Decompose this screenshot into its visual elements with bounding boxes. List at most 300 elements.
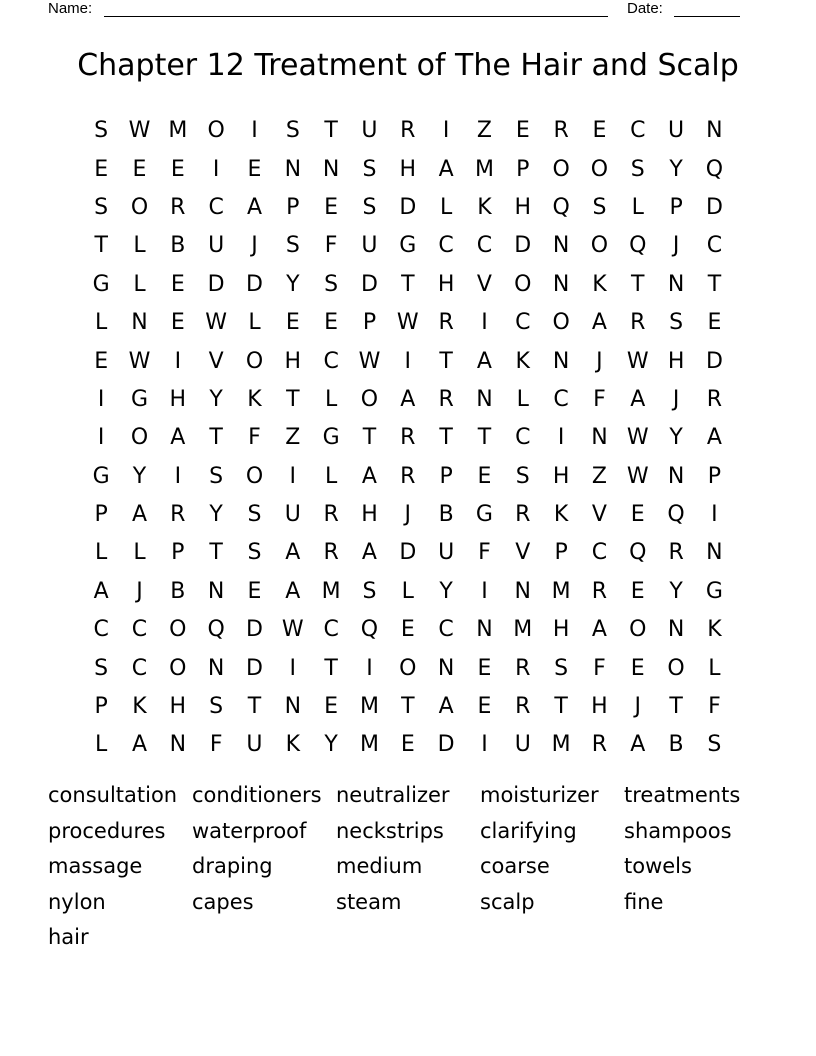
grid-letter[interactable]: L [133,271,146,297]
grid-letter[interactable]: B [438,502,454,528]
grid-letter[interactable]: N [207,578,225,604]
grid-letter[interactable]: D [399,540,417,566]
grid-letter[interactable]: E [247,156,262,182]
grid-letter[interactable]: R [515,655,531,681]
grid-letter[interactable]: L [708,655,721,681]
grid-letter[interactable]: D [399,194,417,220]
grid-letter[interactable]: S [247,502,262,528]
grid-letter[interactable]: Y [132,463,147,489]
grid-letter[interactable]: L [95,732,108,758]
grid-letter[interactable]: P [707,463,722,489]
grid-letter[interactable]: T [209,425,223,451]
grid-letter[interactable]: K [592,271,607,297]
grid-letter[interactable]: W [396,310,419,336]
grid-letter[interactable]: S [707,732,722,758]
grid-letter[interactable]: C [93,617,109,643]
grid-letter[interactable]: N [437,655,455,681]
grid-letter[interactable]: H [667,348,685,374]
grid-letter[interactable]: A [285,578,301,604]
grid-letter[interactable]: K [515,348,530,374]
grid-letter[interactable]: S [362,156,377,182]
grid-letter[interactable]: H [284,348,302,374]
grid-letter[interactable]: C [515,425,531,451]
grid-letter[interactable]: T [707,271,722,297]
grid-letter[interactable]: S [285,118,300,144]
grid-letter[interactable]: R [400,425,416,451]
grid-letter[interactable]: I [251,118,258,144]
grid-letter[interactable]: N [552,348,570,374]
grid-letter[interactable]: O [590,156,609,182]
grid-letter[interactable]: R [170,194,186,220]
grid-letter[interactable]: E [477,655,492,681]
grid-letter[interactable]: I [481,310,488,336]
grid-letter[interactable]: O [169,617,187,643]
date-blank-line[interactable] [674,16,740,17]
grid-letter[interactable]: K [707,617,722,643]
grid-letter[interactable]: T [669,694,683,720]
grid-letter[interactable]: R [515,502,531,528]
grid-letter[interactable]: P [669,194,683,220]
grid-letter[interactable]: R [591,732,608,758]
grid-letter[interactable]: A [361,540,377,566]
grid-letter[interactable]: V [515,540,531,566]
grid-letter[interactable]: S [554,655,569,681]
grid-letter[interactable]: T [439,348,453,374]
grid-letter[interactable]: A [285,540,301,566]
grid-letter[interactable]: E [400,617,415,643]
grid-letter[interactable]: T [247,694,262,720]
grid-letter[interactable]: I [97,386,105,412]
grid-letter[interactable]: B [170,578,186,604]
word-list-item: consultation [48,783,178,807]
grid-letter[interactable]: P [362,310,377,336]
grid-letter[interactable]: I [366,655,373,681]
grid-letter[interactable]: C [438,617,454,643]
grid-letter[interactable]: O [629,617,647,643]
grid-letter[interactable]: A [591,617,607,643]
name-blank-line[interactable] [104,16,608,17]
grid-letter[interactable]: I [174,348,182,374]
grid-letter[interactable]: R [515,694,531,720]
grid-letter[interactable]: R [170,502,186,528]
grid-letter[interactable]: I [481,578,488,604]
grid-letter[interactable]: S [630,156,645,182]
grid-letter[interactable]: R [591,578,608,604]
word-list-item: coarse [480,854,550,879]
grid-letter[interactable]: S [247,540,262,566]
grid-letter[interactable]: C [591,540,608,566]
grid-letter[interactable]: U [246,732,263,758]
grid-letter[interactable]: A [131,502,148,528]
grid-letter[interactable]: C [131,617,148,643]
grid-letter[interactable]: L [631,194,644,220]
grid-letter[interactable]: C [438,233,454,259]
grid-letter[interactable]: A [438,156,454,182]
grid-row [82,688,734,726]
grid-letter[interactable]: E [592,118,607,144]
grid-letter[interactable]: S [94,655,109,681]
grid-letter[interactable]: D [705,194,723,220]
grid-letter[interactable]: L [133,540,146,566]
grid-letter[interactable]: U [668,118,685,144]
grid-letter[interactable]: E [400,732,415,758]
grid-letter[interactable]: W [626,463,649,489]
grid-letter[interactable]: J [672,386,680,412]
grid-letter[interactable]: E [477,694,492,720]
grid-letter[interactable]: V [208,348,224,374]
grid-letter[interactable]: P [171,540,185,566]
grid-letter[interactable]: A [438,694,454,720]
grid-letter[interactable]: L [516,386,529,412]
grid-letter[interactable]: U [514,732,531,758]
grid-letter[interactable]: Q [629,233,647,259]
grid-letter[interactable]: G [92,463,110,489]
grid-letter[interactable]: G [322,425,340,451]
grid-letter[interactable]: S [94,118,109,144]
grid-letter[interactable]: G [705,578,723,604]
grid-letter[interactable]: U [208,233,225,259]
grid-letter[interactable]: N [706,118,723,144]
grid-letter[interactable]: R [400,118,416,144]
grid-letter[interactable]: A [361,463,377,489]
grid-letter[interactable]: L [95,310,108,336]
grid-letter[interactable]: K [477,194,492,220]
grid-letter[interactable]: K [285,732,301,758]
grid-letter[interactable]: D [514,233,532,259]
grid-letter[interactable]: F [324,233,338,259]
grid-letter[interactable]: N [131,310,148,336]
grid-letter[interactable]: P [94,694,108,720]
grid-letter[interactable]: T [94,233,108,259]
grid-letter[interactable]: E [170,271,185,297]
grid-letter[interactable]: W [205,310,228,336]
grid-letter[interactable]: H [169,386,187,412]
grid-letter[interactable]: B [668,732,684,758]
grid-letter[interactable]: D [207,271,225,297]
grid-letter[interactable]: N [284,156,302,182]
grid-letter[interactable]: D [360,271,378,297]
grid-letter[interactable]: L [401,578,414,604]
grid-letter[interactable]: O [130,425,149,451]
grid-letter[interactable]: Q [629,540,647,566]
grid-letter[interactable]: I [442,118,450,144]
grid-letter[interactable]: D [246,271,263,297]
grid-letter[interactable]: M [551,732,571,758]
grid-letter[interactable]: C [476,233,493,259]
grid-letter[interactable]: U [438,540,455,566]
grid-letter[interactable]: N [667,271,685,297]
grid-letter[interactable]: Y [324,732,338,758]
grid-letter[interactable]: W [626,348,649,374]
grid-letter[interactable]: Q [667,502,685,528]
grid-letter[interactable]: E [170,156,185,182]
grid-letter[interactable]: M [359,732,379,758]
grid-letter[interactable]: S [324,271,339,297]
grid-letter[interactable]: I [481,732,488,758]
grid-letter[interactable]: R [706,386,723,412]
grid-letter[interactable]: D [705,348,723,374]
grid-letter[interactable]: O [667,655,685,681]
grid-letter[interactable]: R [630,310,646,336]
grid-letter[interactable]: N [552,233,570,259]
grid-letter[interactable]: H [361,502,378,528]
grid-letter[interactable]: N [476,386,493,412]
grid-letter[interactable]: Q [360,617,379,643]
grid-letter[interactable]: H [552,463,570,489]
grid-letter[interactable]: E [630,578,645,604]
grid-letter[interactable]: F [593,655,606,681]
grid-letter[interactable]: J [136,578,143,604]
grid-letter[interactable]: E [324,194,339,220]
grid-letter[interactable]: E [324,694,339,720]
grid-letter[interactable]: J [251,233,258,259]
grid-letter[interactable]: C [208,194,224,220]
grid-letter[interactable]: L [133,233,146,259]
grid-letter[interactable]: H [169,694,187,720]
grid-letter[interactable]: L [325,463,338,489]
grid-letter[interactable]: G [475,502,493,528]
grid-row [82,189,734,227]
grid-letter[interactable]: N [169,732,187,758]
grid-letter[interactable]: W [128,118,151,144]
grid-letter[interactable]: J [596,348,603,374]
grid-letter[interactable]: W [281,617,304,643]
grid-letter[interactable]: C [553,386,569,412]
grid-letter[interactable]: S [94,194,109,220]
grid-letter[interactable]: S [285,233,300,259]
grid-letter[interactable]: A [591,310,607,336]
grid-letter[interactable]: E [247,578,262,604]
grid-letter[interactable]: U [361,118,378,144]
grid-letter[interactable]: O [245,463,264,489]
grid-letter[interactable]: I [289,655,297,681]
grid-letter[interactable]: R [438,310,454,336]
grid-letter[interactable]: Z [591,463,607,489]
grid-letter[interactable]: A [706,425,722,451]
grid-letter[interactable]: T [401,694,415,720]
grid-letter[interactable]: K [553,502,569,528]
grid-letter[interactable]: I [711,502,718,528]
grid-letter[interactable]: S [592,194,607,220]
grid-letter[interactable]: T [401,271,415,297]
grid-letter[interactable]: T [631,271,645,297]
grid-letter[interactable]: E [477,463,492,489]
grid-letter[interactable]: F [209,732,223,758]
grid-letter[interactable]: C [630,118,646,144]
grid-letter[interactable]: P [94,502,108,528]
grid-letter[interactable]: I [289,463,297,489]
grid-letter[interactable]: H [399,156,417,182]
grid-letter[interactable]: R [668,540,684,566]
grid-letter[interactable]: P [516,156,530,182]
grid-letter[interactable]: F [478,540,491,566]
grid-letter[interactable]: R [438,386,454,412]
grid-letter[interactable]: O [552,310,570,336]
grid-row [82,573,734,611]
grid-letter[interactable]: A [476,348,492,374]
grid-letter[interactable]: Q [552,194,570,220]
grid-letter[interactable]: E [707,310,722,336]
grid-letter[interactable]: I [97,425,105,451]
grid-letter[interactable]: M [321,578,341,604]
grid-letter[interactable]: E [94,156,109,182]
grid-letter[interactable]: E [132,156,147,182]
grid-letter[interactable]: J [672,233,680,259]
grid-letter[interactable]: F [248,425,261,451]
grid-letter[interactable]: N [322,156,340,182]
grid-letter[interactable]: I [174,463,182,489]
grid-letter[interactable]: L [248,310,261,336]
grid-letter[interactable]: O [245,348,264,374]
grid-letter[interactable]: E [630,655,645,681]
grid-letter[interactable]: E [630,502,645,528]
grid-letter[interactable]: Y [669,578,683,604]
grid-letter[interactable]: N [667,617,685,643]
grid-letter[interactable]: C [323,348,339,374]
grid-letter[interactable]: N [476,617,493,643]
grid-letter[interactable]: S [209,694,224,720]
grid-letter[interactable]: O [514,271,532,297]
grid-letter[interactable]: Y [439,578,453,604]
grid-letter[interactable]: L [325,386,338,412]
grid-row [82,342,734,380]
grid-letter[interactable]: V [591,502,607,528]
grid-letter[interactable]: N [706,540,723,566]
grid-letter[interactable]: S [515,463,530,489]
grid-letter[interactable]: L [439,194,453,220]
grid-letter[interactable]: M [474,156,494,182]
grid-letter[interactable]: W [626,425,649,451]
grid-letter[interactable]: C [706,233,723,259]
grid-letter[interactable]: I [557,425,565,451]
grid-letter[interactable]: K [132,694,147,720]
grid-letter[interactable]: E [285,310,300,336]
grid-letter[interactable]: S [209,463,224,489]
grid-letter[interactable]: O [399,655,417,681]
grid-letter[interactable]: O [552,156,570,182]
grid-letter[interactable]: T [286,386,300,412]
grid-letter[interactable]: D [246,617,263,643]
grid-letter[interactable]: N [667,463,685,489]
grid-letter[interactable]: N [552,271,570,297]
grid-letter[interactable]: N [207,655,225,681]
grid-letter[interactable]: F [708,694,721,720]
grid-letter[interactable]: L [95,540,108,566]
grid-letter[interactable]: S [669,310,684,336]
grid-letter[interactable]: S [362,194,377,220]
grid-letter[interactable]: H [514,194,532,220]
grid-letter[interactable]: Q [705,156,724,182]
grid-letter[interactable]: Y [209,502,223,528]
grid-letter[interactable]: P [286,194,300,220]
word-list-item: hair [48,925,89,950]
grid-letter[interactable]: R [323,540,339,566]
grid-letter[interactable]: A [93,578,109,604]
grid-letter[interactable]: M [513,617,533,643]
grid-letter[interactable]: E [94,348,109,374]
grid-letter[interactable]: C [323,617,339,643]
grid-letter[interactable]: R [323,502,339,528]
grid-letter[interactable]: A [170,425,186,451]
grid-letter[interactable]: I [212,156,220,182]
grid-letter[interactable]: J [404,502,412,528]
grid-letter[interactable]: Y [209,386,223,412]
grid-letter[interactable]: G [92,271,110,297]
grid-letter[interactable]: K [247,386,262,412]
grid-letter[interactable]: Y [286,271,300,297]
grid-letter[interactable]: E [515,118,530,144]
grid-letter[interactable]: C [131,655,148,681]
grid-letter[interactable]: Q [207,617,225,643]
grid-letter[interactable]: Y [669,156,683,182]
grid-letter[interactable]: B [170,233,186,259]
grid-letter[interactable]: T [554,694,568,720]
grid-letter[interactable]: R [400,463,416,489]
grid-letter[interactable]: A [131,732,148,758]
grid-letter[interactable]: T [439,425,453,451]
grid-letter[interactable]: T [209,540,223,566]
grid-letter[interactable]: H [437,271,455,297]
grid-letter[interactable]: C [515,310,531,336]
grid-letter[interactable]: U [284,502,301,528]
grid-letter[interactable]: A [630,386,646,412]
grid-letter[interactable]: Z [476,118,492,144]
grid-letter[interactable]: M [168,118,188,144]
grid-letter[interactable]: N [514,578,531,604]
grid-letter[interactable]: T [477,425,492,451]
grid-letter[interactable]: O [590,233,609,259]
grid-letter[interactable]: W [358,348,381,374]
grid-letter[interactable]: O [360,386,379,412]
word-list-item: capes [192,889,254,914]
grid-letter[interactable]: G [399,233,417,259]
grid-letter[interactable]: N [284,694,302,720]
grid-letter[interactable]: H [552,617,570,643]
grid-letter[interactable]: A [246,194,262,220]
grid-letter[interactable]: N [591,425,608,451]
grid-letter[interactable]: P [554,540,568,566]
grid-letter[interactable]: M [359,694,379,720]
grid-letter[interactable]: S [362,578,377,604]
grid-letter[interactable]: G [130,386,149,412]
grid-letter[interactable]: U [361,233,378,259]
grid-letter[interactable]: J [634,694,641,720]
grid-letter[interactable]: Y [669,425,683,451]
grid-letter[interactable]: A [400,386,416,412]
grid-letter[interactable]: H [591,694,608,720]
grid-letter[interactable]: O [130,194,149,220]
grid-letter[interactable]: D [246,655,263,681]
grid-letter[interactable]: W [128,348,151,374]
name-label: Name: [48,0,93,17]
grid-letter[interactable]: D [437,732,455,758]
grid-letter[interactable]: R [553,118,569,144]
grid-letter[interactable]: E [170,310,185,336]
grid-letter[interactable]: T [324,655,338,681]
grid-letter[interactable]: T [324,118,338,144]
grid-letter[interactable]: T [362,425,377,451]
grid-letter[interactable]: Z [285,425,301,451]
grid-letter[interactable]: I [404,348,412,374]
grid-letter[interactable]: O [169,655,187,681]
grid-letter[interactable]: V [476,271,492,297]
grid-letter[interactable]: E [324,310,339,336]
grid-letter[interactable]: O [207,118,225,144]
grid-letter[interactable]: F [593,386,606,412]
grid-letter[interactable]: A [630,732,646,758]
grid-letter[interactable]: M [551,578,571,604]
grid-letter[interactable]: P [439,463,453,489]
